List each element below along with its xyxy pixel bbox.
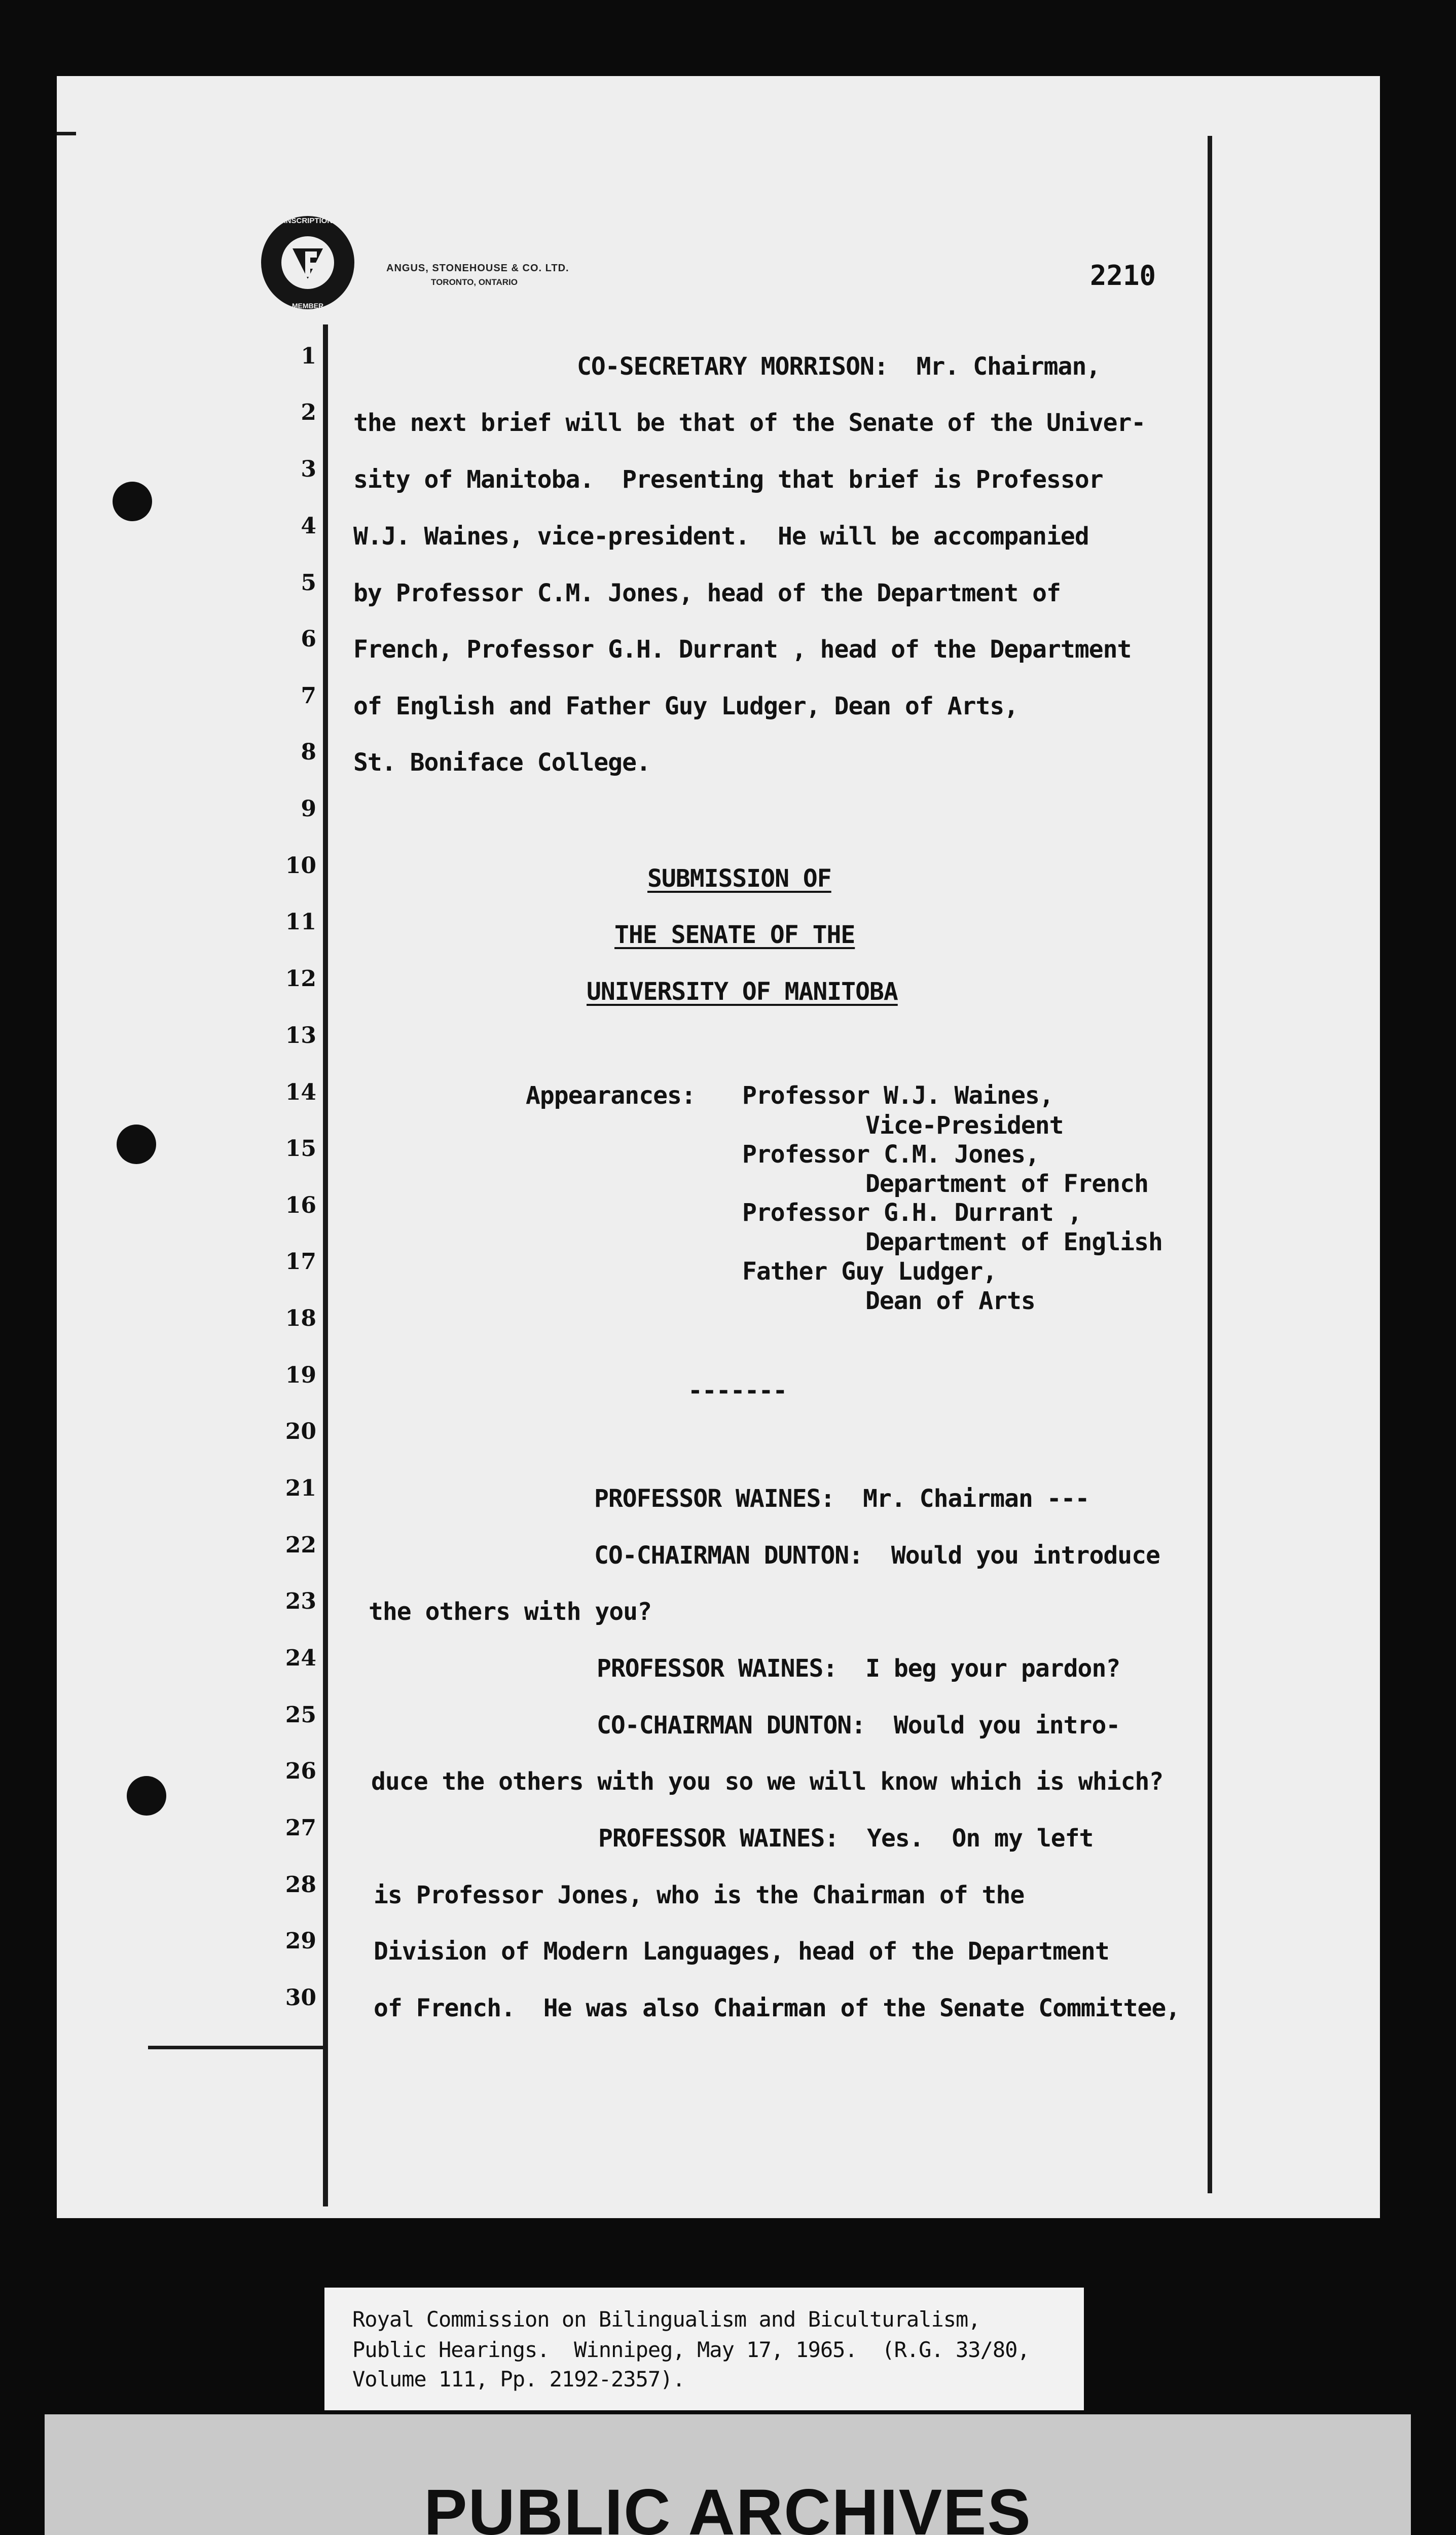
archives-stamp xyxy=(45,2414,1411,2535)
line-number: 15 xyxy=(285,1136,316,1162)
right-margin-rule xyxy=(1208,136,1212,2193)
line-number: 5 xyxy=(301,570,316,596)
line-number: 1 xyxy=(301,343,316,369)
line-number: 22 xyxy=(285,1532,316,1558)
margin-tick xyxy=(57,132,76,135)
line-number: 27 xyxy=(285,1815,316,1841)
transcript-line: Division of Modern Languages, head of the Department xyxy=(374,1937,1109,1966)
line-number: 2 xyxy=(301,400,316,425)
line-number: 9 xyxy=(301,796,316,822)
line-number: 23 xyxy=(285,1588,316,1614)
appearance-entry: Vice-President xyxy=(865,1111,1064,1140)
letterhead-company: ANGUS, STONEHOUSE & CO. LTD. xyxy=(386,263,569,274)
line-number: 28 xyxy=(285,1872,316,1898)
transcript-line: PROFESSOR WAINES: Yes. On my left xyxy=(598,1824,1094,1853)
line-number: 13 xyxy=(285,1023,316,1048)
transcript-line: the others with you? xyxy=(369,1598,651,1626)
transcript-line: CO-SECRETARY MORRISON: Mr. Chairman, xyxy=(577,352,1101,381)
line-number: 24 xyxy=(285,1645,316,1671)
line-number: 25 xyxy=(285,1702,316,1728)
line-number: 30 xyxy=(285,1985,316,2011)
line-number: 11 xyxy=(285,909,316,935)
transcript-line: by Professor C.M. Jones, head of the Department of xyxy=(353,579,1061,607)
left-margin-rule xyxy=(323,324,328,2206)
transcript-line: W.J. Waines, vice-president. He will be accompanied xyxy=(353,522,1089,551)
appearances-label: Appearances: xyxy=(526,1081,696,1110)
line-number: 20 xyxy=(285,1419,316,1444)
stamp-line: PUBLIC ARCHIVES xyxy=(424,2476,1032,2535)
separator: ------- xyxy=(688,1377,787,1405)
logo-text-bottom: MEMBER xyxy=(292,302,324,310)
line-number: 4 xyxy=(301,513,316,539)
line-number: 19 xyxy=(285,1362,316,1388)
caption-line: Royal Commission on Bilingualism and Biculturalism, xyxy=(352,2307,980,2332)
line-number: 29 xyxy=(285,1928,316,1954)
transcription-logo xyxy=(257,212,358,313)
letterhead-location: TORONTO, ONTARIO xyxy=(431,277,518,287)
page-number: 2210 xyxy=(1090,260,1156,292)
appearance-entry: Dean of Arts xyxy=(865,1287,1035,1315)
transcript-line: of English and Father Guy Ludger, Dean of Arts, xyxy=(353,692,1018,720)
line-number: 16 xyxy=(285,1192,316,1218)
appearance-entry: Father Guy Ludger, xyxy=(742,1257,997,1286)
line-number: 17 xyxy=(285,1249,316,1275)
transcript-line: CO-CHAIRMAN DUNTON: Would you introduce xyxy=(594,1541,1160,1570)
transcript-line: St. Boniface College. xyxy=(353,748,650,777)
line-number: 12 xyxy=(285,966,316,992)
line-number: 18 xyxy=(285,1306,316,1331)
line-number: 10 xyxy=(285,853,316,879)
transcript-line: is Professor Jones, who is the Chairman of the xyxy=(374,1881,1025,1909)
line-number: 21 xyxy=(285,1475,316,1501)
submission-title: UNIVERSITY OF MANITOBA xyxy=(587,977,898,1006)
archive-caption xyxy=(324,2288,1084,2410)
line-number: 26 xyxy=(285,1758,316,1784)
transcript-page xyxy=(57,76,1380,2218)
transcript-line: PROFESSOR WAINES: Mr. Chairman --- xyxy=(594,1484,1089,1513)
transcript-line: CO-CHAIRMAN DUNTON: Would you intro- xyxy=(597,1711,1120,1740)
transcript-line: PROFESSOR WAINES: I beg your pardon? xyxy=(597,1654,1120,1683)
line-number: 3 xyxy=(301,456,316,482)
appearance-entry: Professor G.H. Durrant , xyxy=(742,1199,1082,1227)
caption-line: Public Hearings. Winnipeg, May 17, 1965. (R.G. 33/80, xyxy=(352,2337,1030,2362)
transcript-line: duce the others with you so we will know which is which? xyxy=(371,1767,1163,1796)
transcript-line: the next brief will be that of the Senate of the Univer- xyxy=(353,409,1146,437)
letterhead xyxy=(386,263,569,287)
submission-title: SUBMISSION OF xyxy=(647,864,831,893)
logo-text-top: TRANSCRIPTION BY xyxy=(270,216,346,225)
line-number: 6 xyxy=(301,626,316,652)
caption-line: Volume 111, Pp. 2192-2357). xyxy=(352,2367,685,2392)
appearance-entry: Department of French xyxy=(865,1170,1148,1198)
line-number: 14 xyxy=(285,1079,316,1105)
transcript-line: of French. He was also Chairman of the Senate Committee, xyxy=(374,1994,1180,2022)
transcript-line: sity of Manitoba. Presenting that brief is Professor xyxy=(353,465,1103,494)
line-number: 8 xyxy=(301,739,316,765)
transcript-line: French, Professor G.H. Durrant , head of the Department xyxy=(353,635,1132,664)
appearance-entry: Department of English xyxy=(865,1228,1162,1256)
submission-title: THE SENATE OF THE xyxy=(614,921,855,949)
appearance-entry: Professor C.M. Jones, xyxy=(742,1140,1039,1169)
bottom-margin-rule xyxy=(148,2046,323,2049)
appearance-entry: Professor W.J. Waines, xyxy=(742,1081,1053,1110)
line-number: 7 xyxy=(301,683,316,709)
